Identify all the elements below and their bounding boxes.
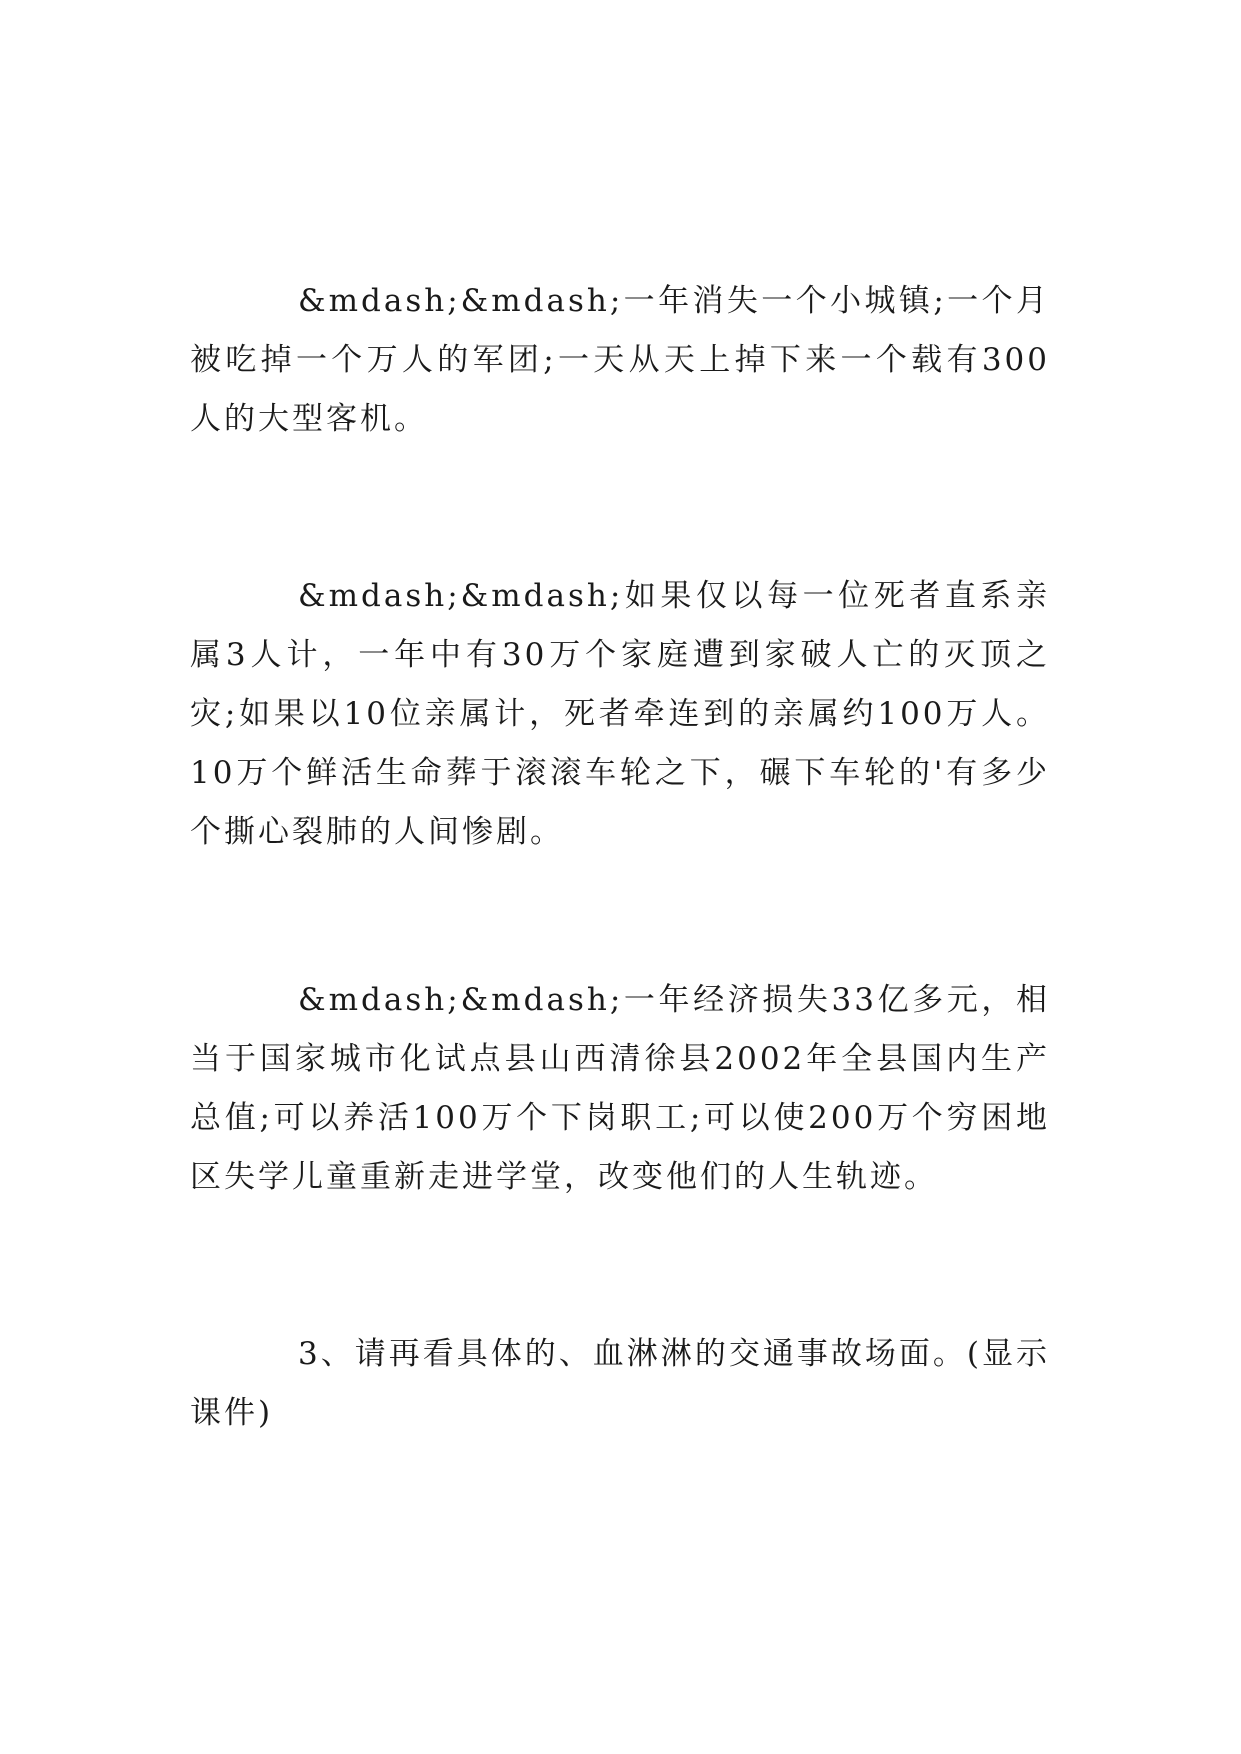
paragraph-economic-loss: &mdash;&mdash;一年经济损失33亿多元，相当于国家城市化试点县山西清徐县2002年全县国内生产总值;可以养活100万个下岗职工;可以使200万个穷困地区失学儿童重新走进学堂，改变他们的人生轨迹。 [190, 982, 1050, 1195]
paragraph-loss-comparison: &mdash;&mdash;一年消失一个小城镇;一个月被吃掉一个万人的军团;一天从天上掉下来一个载有300人的大型客机。 [190, 283, 1050, 437]
paragraph-accident-scenes: 3、请再看具体的、血淋淋的交通事故场面。(显示课件) [190, 1336, 1050, 1431]
paragraph-family-impact: &mdash;&mdash;如果仅以每一位死者直系亲属3人计，一年中有30万个家庭遭到家破人亡的灭顶之灾;如果以10位亲属计，死者牵连到的亲属约100万人。10万个鲜活生命葬于滚滚车轮之下，碾下车轮的'有多少个撕心裂肺的人间惨剧。 [190, 578, 1050, 850]
